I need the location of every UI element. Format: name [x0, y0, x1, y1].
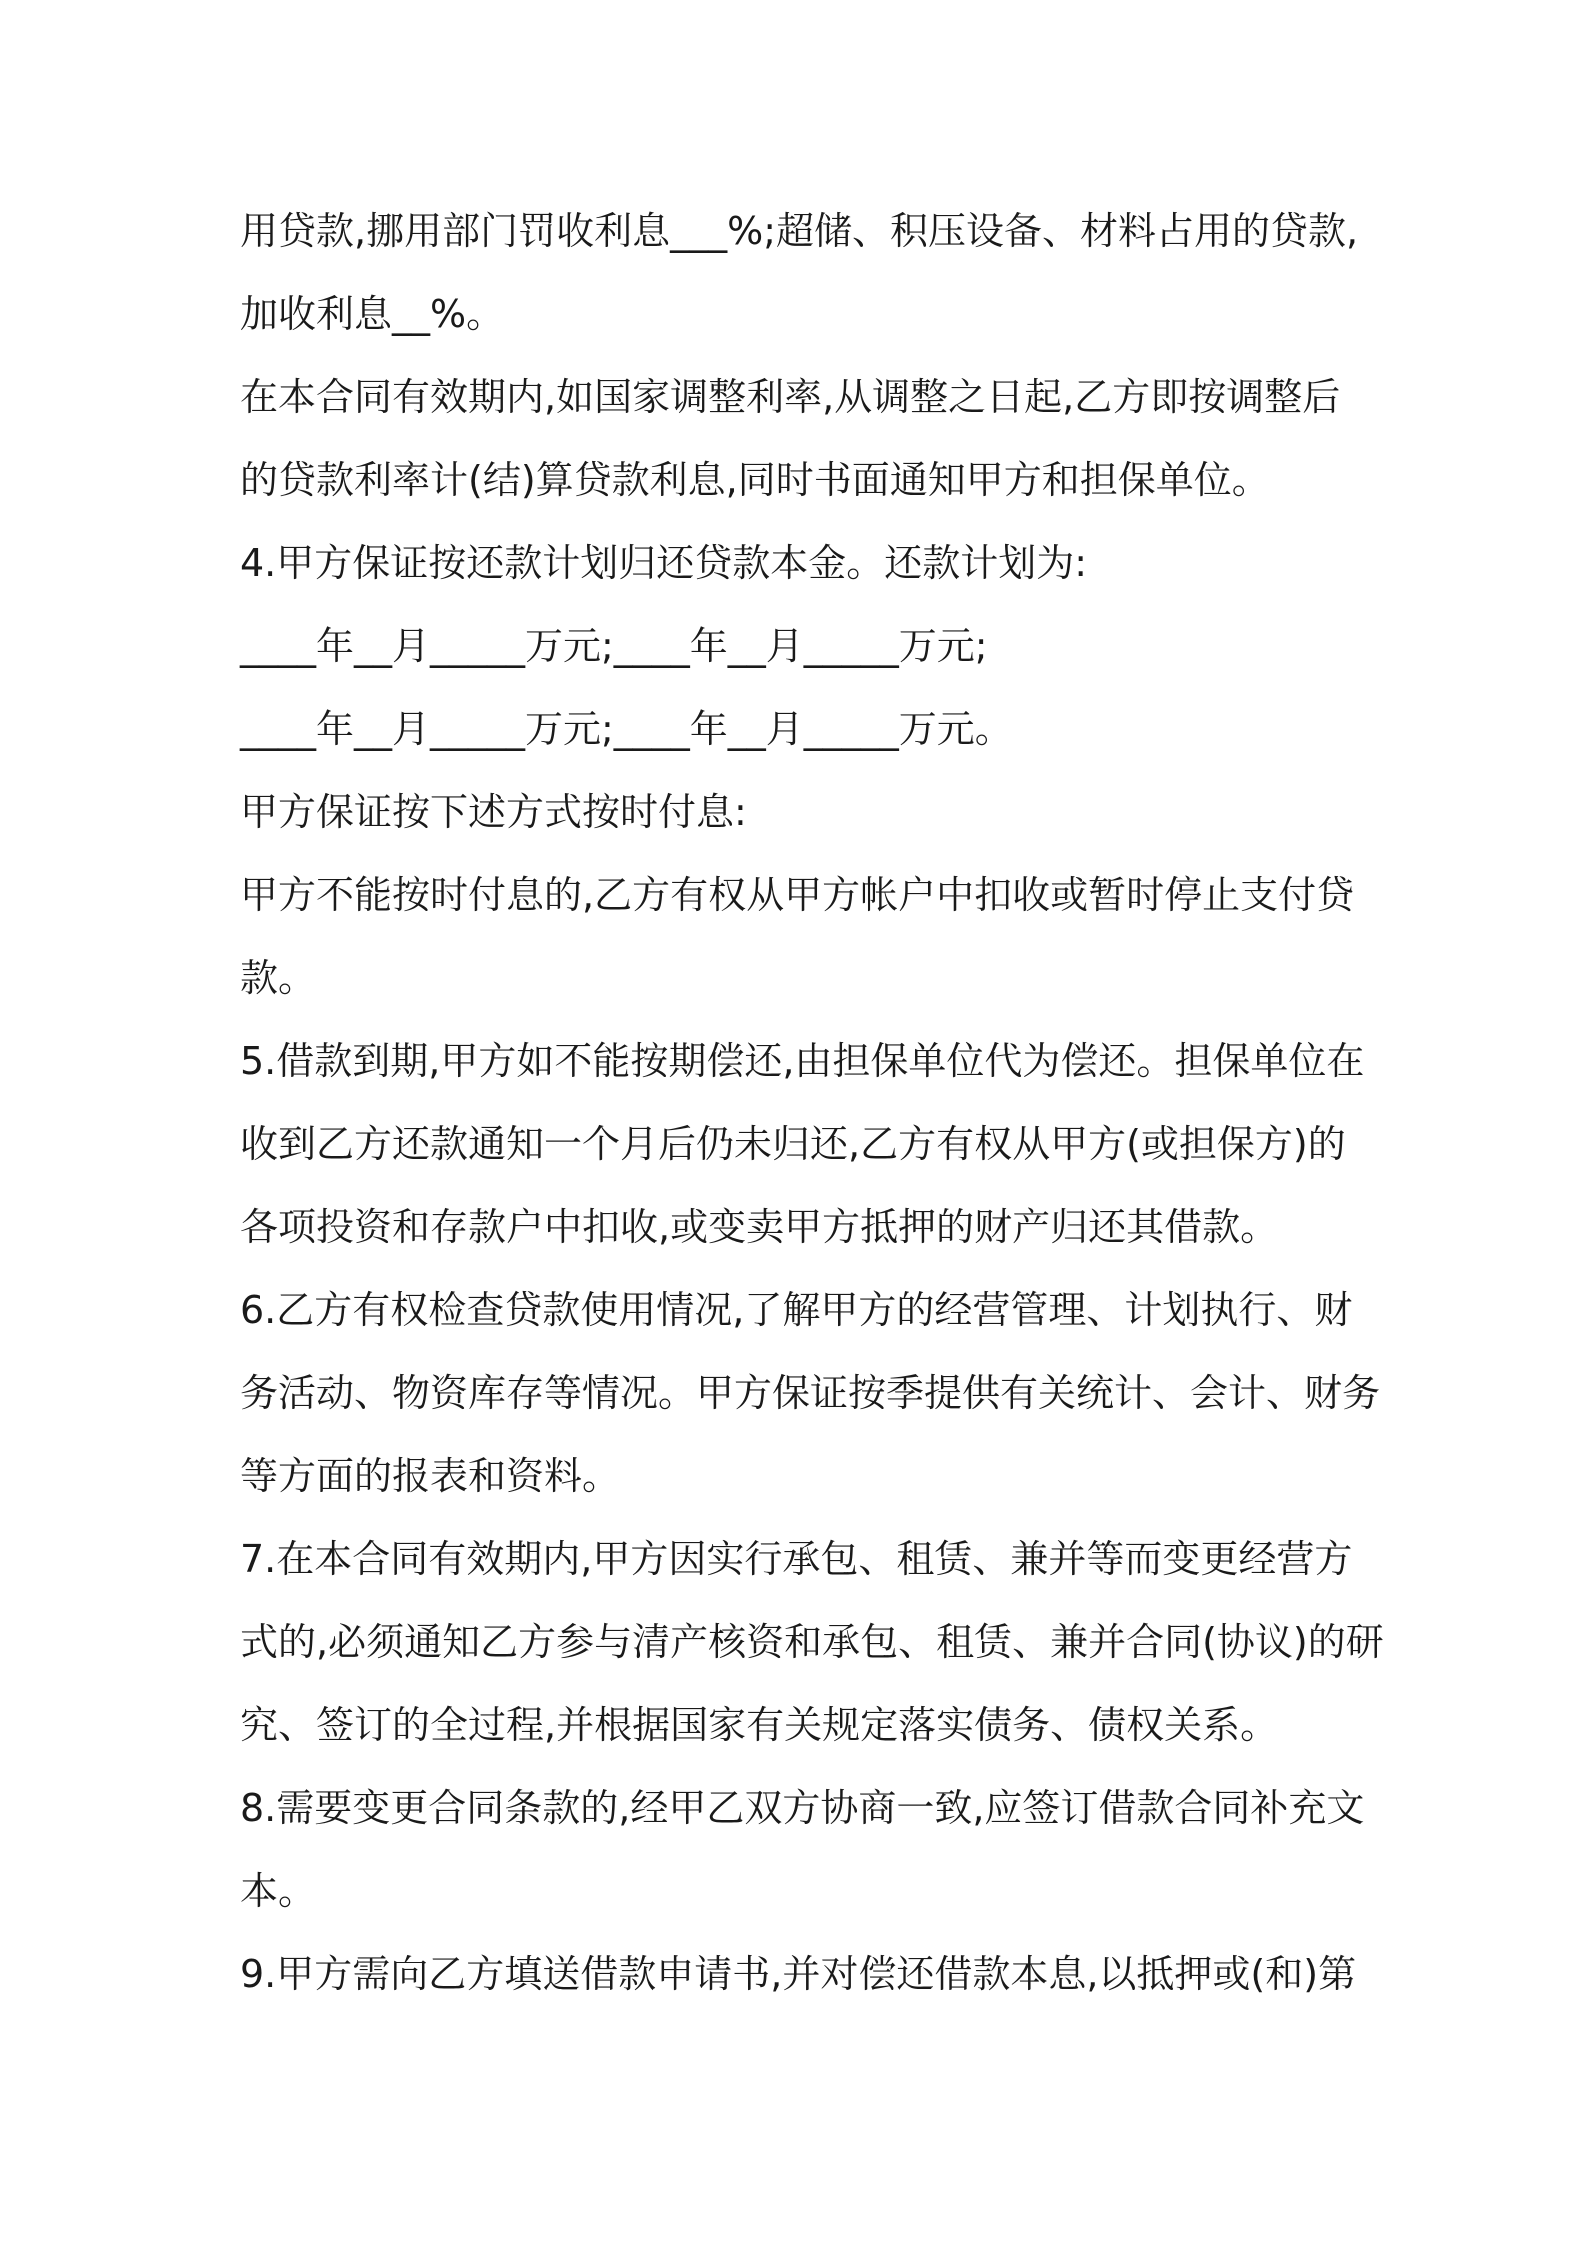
text-line: 收到乙方还款通知一个月后仍未归还,乙方有权从甲方(或担保方)的 — [240, 1122, 1346, 1166]
text-line: 6.乙方有权检查贷款使用情况,了解甲方的经营管理、计划执行、财 — [240, 1288, 1353, 1332]
text-line: ____年__月_____万元;____年__月_____万元。 — [240, 707, 1013, 751]
text-line: 甲方保证按下述方式按时付息: — [240, 790, 747, 834]
text-line: 等方面的报表和资料。 — [240, 1454, 621, 1498]
text-line: 在本合同有效期内,如国家调整利率,从调整之日起,乙方即按调整后 — [240, 375, 1341, 419]
text-line: 7.在本合同有效期内,甲方因实行承包、租赁、兼并等而变更经营方 — [240, 1537, 1353, 1581]
text-line: 本。 — [240, 1869, 317, 1913]
document-body — [240, 196, 1384, 2022]
text-line: 8.需要变更合同条款的,经甲乙双方协商一致,应签订借款合同补充文 — [240, 1786, 1365, 1830]
text-line: 式的,必须通知乙方参与清产核资和承包、租赁、兼并合同(协议)的研 — [240, 1620, 1384, 1664]
text-line: 用贷款,挪用部门罚收利息___%;超储、积压设备、材料占用的贷款, — [240, 209, 1359, 253]
text-line: 各项投资和存款户中扣收,或变卖甲方抵押的财产归还其借款。 — [240, 1205, 1279, 1249]
text-line: 5.借款到期,甲方如不能按期偿还,由担保单位代为偿还。担保单位在 — [240, 1039, 1365, 1083]
text-line: 务活动、物资库存等情况。甲方保证按季提供有关统计、会计、财务 — [240, 1371, 1381, 1415]
text-line: 9.甲方需向乙方填送借款申请书,并对偿还借款本息,以抵押或(和)第 — [240, 1952, 1357, 1996]
text-line: 的贷款利率计(结)算贷款利息,同时书面通知甲方和担保单位。 — [240, 458, 1270, 502]
text-line: 甲方不能按时付息的,乙方有权从甲方帐户中扣收或暂时停止支付贷 — [240, 873, 1355, 917]
text-line: 加收利息__%。 — [240, 292, 505, 336]
text-line: 究、签订的全过程,并根据国家有关规定落实债务、债权关系。 — [240, 1703, 1279, 1747]
text-line: ____年__月_____万元;____年__月_____万元; — [240, 624, 988, 668]
text-line: 款。 — [240, 956, 317, 1000]
text-line: 4.甲方保证按还款计划归还贷款本金。还款计划为: — [240, 541, 1088, 585]
